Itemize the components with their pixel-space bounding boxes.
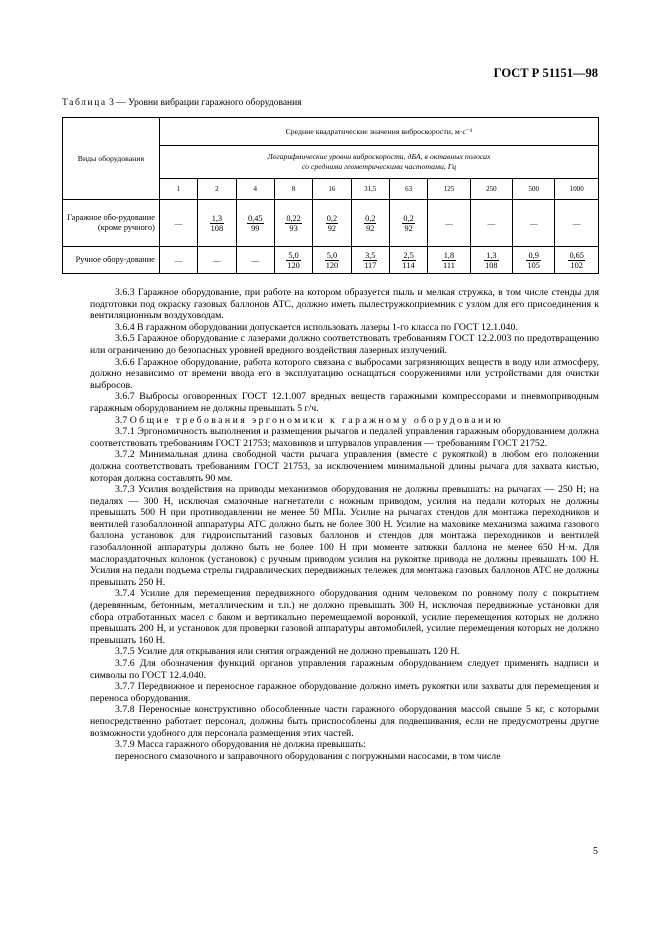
log-level-value: 111 xyxy=(443,260,455,270)
table-row xyxy=(63,247,599,274)
table-cell xyxy=(513,247,555,274)
value-fraction xyxy=(363,251,377,270)
table-cell xyxy=(313,247,351,274)
log-level-value: 92 xyxy=(366,223,375,233)
value-fraction xyxy=(247,214,264,233)
header-log-levels-line2: со средними геометрическими частотами, Гц xyxy=(301,162,457,171)
table-cell: — xyxy=(428,200,470,247)
table-cell: — xyxy=(470,200,512,247)
paragraph-3-6-4: 3.6.4 В гаражном оборудовании допускается использовать лазеры 1-го класса по ГОСТ 12.1.040. xyxy=(115,321,518,333)
value-fraction xyxy=(442,251,456,270)
table-cell xyxy=(198,200,236,247)
table-cell xyxy=(351,200,389,247)
frequency-header-cell: 16 xyxy=(313,179,351,200)
table-cell xyxy=(274,247,312,274)
paragraph-3-7-7: 3.7.7 Передвижное и переносное гаражное оборудование должно иметь рукоятки или захваты для перемещения и переноса оборудования. xyxy=(90,681,599,704)
table-cell xyxy=(236,200,274,247)
header-log-levels xyxy=(159,146,598,179)
frequency-header-cell: 1 xyxy=(159,179,197,200)
value-fraction xyxy=(402,251,416,270)
log-level-value: 108 xyxy=(210,223,224,233)
table-cell xyxy=(428,247,470,274)
header-log-levels-line1: Логарифмические уровни виброскорости, дБА, в октавных полосах xyxy=(267,152,491,161)
rms-velocity-value: 1,3 xyxy=(210,214,224,224)
paragraph-3-7-9-item: переносного смазочного и заправочного оборудования с погружными насосами, в том числе xyxy=(115,750,501,762)
rms-velocity-value: 0,2 xyxy=(403,213,414,223)
paragraph-3-7-1: 3.7.1 Эргономичность выполнения и размещения рычагов и педалей управления гаражным оборудованием должна соответствовать требованиям ГОСТ 21753; маховиков и штурвалов управления — требованиям ГОСТ 21752. xyxy=(90,426,599,449)
log-level-value: 105 xyxy=(527,260,540,270)
frequency-header-cell: 250 xyxy=(470,179,512,200)
frequency-header-cell: 125 xyxy=(428,179,470,200)
value-fraction xyxy=(210,214,224,233)
value-fraction xyxy=(364,214,376,233)
rms-velocity-value: 0,22 xyxy=(286,213,301,223)
table-cell: — xyxy=(198,247,236,274)
rms-velocity-value: 0,65 xyxy=(569,250,584,260)
rms-velocity-value: 0,2 xyxy=(326,213,338,223)
value-fraction xyxy=(526,251,540,270)
rms-velocity-value: 0,2 xyxy=(365,213,376,223)
frequency-header-cell: 31,5 xyxy=(351,179,389,200)
log-level-value: 99 xyxy=(251,223,260,233)
paragraph-3-6-5: 3.6.5 Гаражное оборудование с лазерами должно соответствовать требованиям ГОСТ 12.2.003 по предотвращению или ограничению до безопасных уровней вредного воздействия лазерных излучений. xyxy=(90,333,599,356)
section-title: Общие требования эргономики к гаражному оборудованию xyxy=(129,414,504,426)
frequency-header-cell: 63 xyxy=(389,179,427,200)
table-cell xyxy=(313,200,351,247)
log-level-value: 117 xyxy=(364,260,377,270)
log-level-value: 108 xyxy=(485,260,498,270)
paragraph-3-6-7: 3.6.7 Выбросы оговоренных ГОСТ 12.1.007 вредных веществ гаражными компрессорами и пневмоприводным гаражным оборудованием не должны превышать 5 г/ч. xyxy=(90,391,599,414)
frequency-header-cell: 4 xyxy=(236,179,274,200)
paragraph-3-7-4: 3.7.4 Усилие для перемещения передвижного оборудования одним человеком по ровному полу с покрытием (деревянным, бетонным, металлическим и т.п.) не должно превышать 300 Н, исключая передвижные установки для сбора отработанных масел с баком и вертикально перемещаемой воронкой, усилие перемещения которых не должно превышать 200 Н, и установок для проверки газовой аппаратуры автомобилей, усилие перемещения которых не должно превышать 160 Н. xyxy=(90,588,599,646)
table-cell: — xyxy=(236,247,274,274)
vibration-table xyxy=(62,117,599,274)
log-level-value: 92 xyxy=(404,223,413,233)
equipment-name-cell: Гаражное обо-рудование (кроме ручного) xyxy=(63,200,160,247)
rms-velocity-value: 0,45 xyxy=(247,213,263,223)
paragraph-3-6-3: 3.6.3 Гаражное оборудование, при работе на котором образуется пыль и мелкая стружка, в том числе стенды для подготовки под окраску газовых баллонов АТС, должно иметь пылестружкоприемник с узлом для его присоединения к вентиляционным воздуховодам. xyxy=(90,287,599,322)
table-caption xyxy=(62,98,302,108)
value-fraction xyxy=(402,214,414,233)
frequency-header-cell: 1000 xyxy=(555,179,599,200)
table-cell: — xyxy=(159,247,197,274)
value-fraction xyxy=(326,214,338,233)
body-text xyxy=(90,287,599,762)
rms-velocity-value: 0,9 xyxy=(526,251,540,261)
table-caption-word: Таблица xyxy=(62,98,107,108)
value-fraction xyxy=(325,251,339,270)
paragraph-3-7-9: 3.7.9 Масса гаражного оборудования не должна превышать: xyxy=(115,739,366,751)
paragraph-3-7-6: 3.7.6 Для обозначения функций органов управления гаражным оборудованием следует применять надписи и символы по ГОСТ 12.4.040. xyxy=(90,658,599,681)
table-cell: — xyxy=(555,200,599,247)
log-level-value: 114 xyxy=(402,260,415,270)
section-number: 3.7 xyxy=(115,414,128,426)
log-level-value: 120 xyxy=(325,260,339,270)
rms-velocity-value: 2,5 xyxy=(403,250,414,260)
table-cell: — xyxy=(159,200,197,247)
header-rms-velocity: Средние квадратические значения виброскорости, м·с⁻¹ xyxy=(159,118,598,146)
paragraph-3-7-2: 3.7.2 Минимальная длина свободной части рычага управления (вместе с рукояткой) в любом его положении должна соответствовать требованиям ГОСТ 21753, за исключением минимальной длины рычага для захвата кистью, которая должна составлять 90 мм. xyxy=(90,449,599,484)
table-cell xyxy=(389,200,427,247)
frequency-header-cell: 2 xyxy=(198,179,236,200)
rms-velocity-value: 1,3 xyxy=(484,251,498,261)
value-fraction xyxy=(286,251,300,270)
paragraph-3-7-8: 3.7.8 Переносные конструктивно обособленные части гаражного оборудования массой свыше 5 кг, с которыми непосредственно работает персонал, должны быть приспособлены для подвешивания, если не предусмотрены другие возможности удобного для персонала размещения этих частей. xyxy=(90,704,599,739)
rms-velocity-value: 1,8 xyxy=(443,250,455,260)
log-level-value: 93 xyxy=(289,223,298,233)
rms-velocity-value: 5,0 xyxy=(325,251,339,261)
frequency-header-cell: 500 xyxy=(513,179,555,200)
section-heading-3-7 xyxy=(90,415,599,427)
paragraph-3-7-5: 3.7.5 Усилие для открывания или снятия ограждений не должно превышать 120 Н. xyxy=(115,646,460,658)
table-row xyxy=(63,200,599,247)
table-cell xyxy=(470,247,512,274)
col-header-equipment: Виды оборудования xyxy=(63,118,160,200)
log-level-value: 92 xyxy=(327,223,337,233)
document-header: ГОСТ Р 51151—98 xyxy=(493,66,598,80)
frequency-header-cell: 8 xyxy=(274,179,312,200)
table-caption-title: 3 — Уровни вибрации гаражного оборудования xyxy=(109,98,302,108)
rms-velocity-value: 5,0 xyxy=(286,251,300,261)
table-cell xyxy=(555,247,599,274)
value-fraction xyxy=(285,214,302,233)
value-fraction xyxy=(484,251,498,270)
table-cell xyxy=(351,247,389,274)
table-cell xyxy=(274,200,312,247)
log-level-value: 102 xyxy=(570,260,583,270)
equipment-name-cell: Ручное обору-дование xyxy=(63,247,160,274)
paragraph-3-6-6: 3.6.6 Гаражное оборудование, работа которого связана с выбросами загрязняющих веществ в воду или атмосферу, должно независимо от времени ввода его в эксплуатацию оснащаться сооружениями или устройствами для очистки выбросов. xyxy=(90,356,599,391)
paragraph-3-7-3: 3.7.3 Усилия воздействия на приводы механизмов оборудования не должны превышать: на рычагах — 250 Н; на педалях — 300 Н, исключая смазочные нагнетатели с ножным приводом, усилия на педали которых не должны превышать 500 Н при противодавлении не менее 50 МПа. Усилие на рычагах стендов для монтажа переходников и вентилей газобаллонной аппаратуры АТС должно быть не более 300 Н. Усилие на маховике механизма зажима газового баллона установок для гидроиспытаний газовых баллонов и стендов для монтажа переходников и вентилей газобаллонной аппаратуры должно быть не более 100 Н при моменте затяжки баллона не менее 650 Н·м. Для маслораздаточных колонок (установок) с ручным приводом усилия на рукоятке привода не должны превышать 100 Н. Усилия на педали подъема стрелы гидравлических передвижных тележек для монтажа газовых баллонов АТС не должны превышать 250 Н. xyxy=(90,484,599,588)
value-fraction xyxy=(568,251,585,270)
rms-velocity-value: 3,5 xyxy=(365,250,376,260)
page-number: 5 xyxy=(593,846,598,857)
table-cell xyxy=(389,247,427,274)
log-level-value: 120 xyxy=(287,260,300,270)
table-cell: — xyxy=(513,200,555,247)
